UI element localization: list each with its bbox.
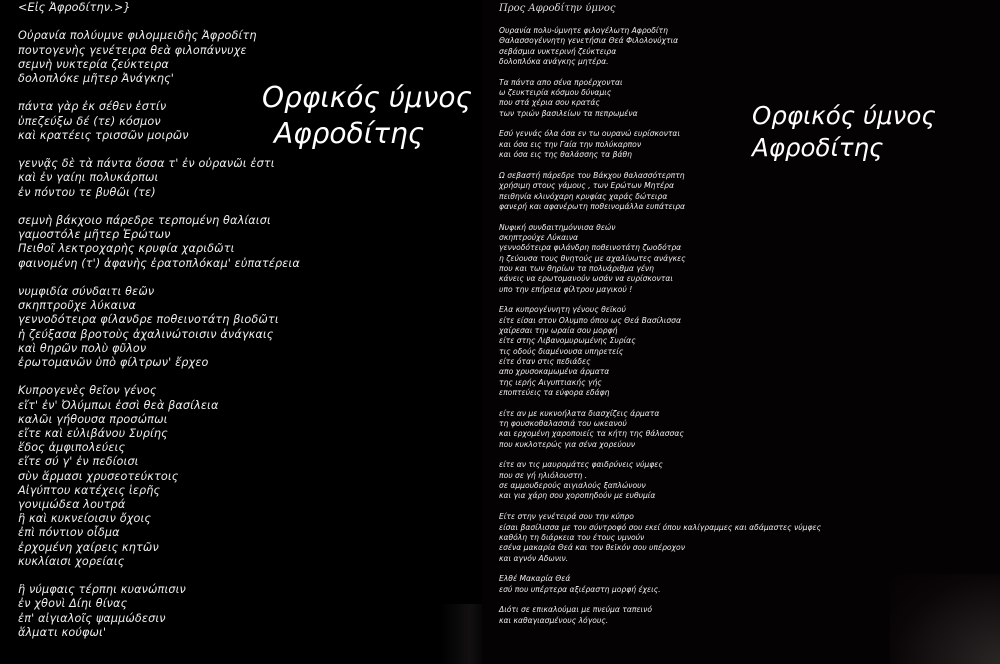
verse-line: σεμνὴ βάκχοιο πάρεδρε τερπομένη θαλίαισι xyxy=(18,213,271,227)
verse-line: Ελθέ Μακαρία Θεά xyxy=(499,574,571,584)
stanza xyxy=(499,305,821,398)
verse-line: και ερχομένη χαροποιείς τα κήτη της θάλασσας xyxy=(499,429,684,439)
verse-line: εσένα μακαρία Θεά και τον θεϊκόν σου υπέροχον xyxy=(499,543,685,553)
verse-line: δολοπλόκε μῆτερ Ἀνάγκης' xyxy=(18,72,175,85)
verse-line: εἴτε καὶ εὐλιβάνου Συρίης xyxy=(18,427,168,440)
verse-line: Αἰγύπτου κατέχεις ἱερῆς xyxy=(18,483,161,497)
stanza xyxy=(18,285,300,370)
verse-line: απο χρυσοκαμωμένα άρματα xyxy=(499,367,610,377)
verse-line: και όσα εις την Γαία την πολύκαρπον xyxy=(499,139,642,149)
verse-line: και καθαγιασμένους λόγους. xyxy=(499,615,609,625)
verse-line: ἐν πόντου τε βυθῶι (τε) xyxy=(18,185,156,199)
verse-line: είτε είσαι στον Ολυμπο όπου ως Θεά Βασίλισσα xyxy=(499,315,681,325)
verse-line: ὑπεζεύξω δέ (τε) κόσμον xyxy=(18,114,161,128)
verse-line: κάνεις να ερωτομανούν ωσάν να ευρίσκονται xyxy=(499,274,673,284)
verse-line: που κυκλοτερώς για σένα χορεύουν xyxy=(499,439,636,449)
verse-line: Ουρανία πολυ-ύμνητε φιλογέλωτη Αφροδίτη xyxy=(499,26,668,35)
verse-line: εσύ που υπέρτερα αξιέραστη μορφή έχεις. xyxy=(499,584,661,594)
verse-line: Είτε στην γενέτειρά σου την κύπρο xyxy=(499,512,634,522)
verse-line: πειθηνία κλινόχαρη κρυφίας χαράς δώτειρα xyxy=(499,191,668,201)
verse-line: Κυπρογενὲς θεῖον γένος xyxy=(18,384,157,398)
verse-line: Πειθοῖ λεκτροχαρὴς κρυφία χαριδῶτι xyxy=(18,242,235,256)
verse-line: Ω σεβαστή πάρεδρε του Βάκχου θαλασσότερπτη xyxy=(499,170,685,180)
ancient-heading: <Εἰς Ἀφροδίτην.>} xyxy=(18,1,131,14)
verse-line: χαίρεσαι την ωραία σου μορφή xyxy=(499,325,618,335)
verse-line: καὶ ἐν γαίηι πολυκάρπωι xyxy=(18,171,159,185)
verse-line: υπο την επήρεια φίλτρου μαγικού ! xyxy=(499,284,633,294)
verse-line: γεννοδότειρα φίλανδρε ποθεινοτάτη βιοδῶτι xyxy=(18,313,279,327)
verse-line: η ζεύουσα τους θνητούς με αχαλίνωτες ανάγκες xyxy=(499,253,686,263)
verse-line: ἢ καὶ κυκνείοισιν ὄχοις xyxy=(18,512,152,526)
verse-line: σὺν ἅρμασι χρυσεοτεύκτοις xyxy=(18,469,179,483)
stanza xyxy=(18,583,300,640)
verse-line: ἐπὶ πόντιον οἶδμα xyxy=(18,526,120,540)
verse-line: γεννᾷς δὲ τὰ πάντα ὅσσα τ' ἐν οὐρανῶι ἐστι xyxy=(18,157,275,171)
ancient-stanzas xyxy=(18,29,300,640)
verse-line: που και των θηρίων τα πολυάριθμα γένη xyxy=(499,263,654,273)
verse-line: Διότι σε επικαλούμαι με πνεύμα ταπεινό xyxy=(499,605,653,615)
verse-line: εἴτ' ἐν' Ὀλύμπωι ἐσσὶ θεὰ βασίλεια xyxy=(18,398,219,412)
modern-heading: Προς Αφροδίτην ύμνος xyxy=(499,3,616,14)
verse-line: σε αμμουδερούς αιγιαλούς ξαπλώνουν xyxy=(499,481,646,491)
verse-line: καθόλη τη διάρκεια του έτους υμνούν xyxy=(499,532,645,542)
verse-line: σκηπτροῦχε λύκαινα xyxy=(18,299,137,313)
verse-line: ἅλματι κούφωι' xyxy=(18,625,107,639)
verse-line: καλῶι γήθουσα προσώπωι xyxy=(18,412,168,426)
verse-line: είσαι βασίλισσα με τον σύντροφό σου εκεί όπου καλίγραμμες και αδάμαστες νύμφες xyxy=(499,522,822,532)
stanza xyxy=(18,384,300,569)
verse-line: ἢ νύμφαις τέρπηι κυανώπισιν xyxy=(18,583,186,597)
verse-line: Τα πάντα απο σένα προέρχονται xyxy=(499,77,623,87)
verse-line: ἐρωτομανῶν ὑπὸ φίλτρων' ἔρχεο xyxy=(18,356,209,369)
left-hymn-title xyxy=(262,80,472,152)
ancient-hymn-text xyxy=(18,1,300,654)
verse-line: ἕδος ἀμφιπολεύεις xyxy=(18,441,126,455)
verse-line: Εσύ γεννάς όλα όσα εν τω ουρανώ ευρίσκονται xyxy=(499,129,681,139)
stanza xyxy=(18,100,300,143)
verse-line: φανερή και αφανέρωτη ποθεινομάλλα ευπάτειρα xyxy=(499,201,686,211)
stanza xyxy=(499,574,821,595)
verse-line: γονιμώδεα λουτρά xyxy=(18,498,126,512)
title-line-1: Ορφικός ύμνος xyxy=(262,81,472,114)
verse-line: τις οδούς διαμένουσα υπηρετείς xyxy=(499,346,624,356)
verse-line: δολοπλόκα ανάγκης μητέρα. xyxy=(499,57,609,67)
verse-line: Νυφική συνδαιτημόννισα θεών xyxy=(499,222,616,232)
verse-line: και αγνόν Αδωνιν. xyxy=(499,553,569,563)
stanza xyxy=(499,512,821,564)
verse-line: καὶ θηρῶν πολὺ φῦλον xyxy=(18,341,147,355)
stanza xyxy=(499,171,821,212)
verse-line: και για χάρη σου χοροπηδούν με ευθυμία xyxy=(499,491,656,501)
verse-line: είτε όταν στις πεδιάδες xyxy=(499,357,591,366)
verse-line: εἴτε σύ γ' ἐν πεδίοισι xyxy=(18,455,139,469)
verse-line: Ελα κυπρογέννητη γένους θεϊκού xyxy=(499,305,626,315)
verse-line: ἐν χθονὶ Δίηι θίνας xyxy=(18,597,128,611)
verse-line: τη φουσκοθαλασσιά του ωκεανού xyxy=(499,419,627,429)
verse-line: Θαλασσογέννητη γενετήσια Θεά Φιλολονύχτια xyxy=(499,36,679,46)
verse-line: ἐρχομένη χαίρεις κητῶν xyxy=(18,540,159,554)
verse-line: γεννοδότειρα φιλάνδρη ποθεινοτάτη ζωοδότρα xyxy=(499,243,682,253)
stanza xyxy=(499,605,821,626)
verse-line: εποπτεύεις τα εύφορα εδάφη xyxy=(499,388,610,398)
verse-line: είτε αν τις μαυρομάτες φαιδρύνεις νύμφες xyxy=(499,460,663,470)
stanza xyxy=(499,409,821,450)
shadow-decoration xyxy=(890,574,1000,664)
verse-line: νυμφιδία σύνδαιτι θεῶν xyxy=(18,284,155,298)
title-line-1: Ορφικός ύμνος xyxy=(752,101,936,130)
title-line-2: Αφροδίτης xyxy=(274,117,425,150)
stanza xyxy=(18,157,300,200)
verse-line: Οὐρανία πολύυμνε φιλομμειδὴς Ἀφροδίτη xyxy=(18,29,257,43)
verse-line: σκηπτρούχε Λύκαινα xyxy=(499,232,579,242)
verse-line: που σε γή ηλιόλουστη . xyxy=(499,470,588,480)
verse-line: σεμνὴ νυκτερία ζεύκτειρα xyxy=(18,57,169,71)
stanza xyxy=(499,223,821,295)
verse-line: της ιερής Αιγυπτιακής γής xyxy=(499,377,602,387)
verse-line: είτε στης Λιβανομυρωμένης Συρίας xyxy=(499,336,636,346)
verse-line: που στά χέρια σου κρατάς xyxy=(499,98,600,108)
verse-line: είτε αν με κυκνοήλατα διασχίζεις άρματα xyxy=(499,408,660,418)
verse-line: πάντα γὰρ ἐκ σέθεν ἐστίν xyxy=(18,100,167,114)
verse-line: φαινομένη (τ') ἀφανὴς ἐρατοπλόκαμ' εὐπατέρεια xyxy=(18,256,300,270)
stanza xyxy=(18,29,300,86)
verse-line: σεβάσμια νυκτερινή ζεύκτειρα xyxy=(499,46,617,56)
verse-line: κυκλίαισι χορείαις xyxy=(18,554,125,568)
verse-line: καὶ κρατέεις τρισσῶν μοιρῶν xyxy=(18,128,189,142)
verse-line: ποντογενὴς γενέτειρα θεὰ φιλοπάννυχε xyxy=(18,43,247,57)
verse-line: ἐπ' αἰγιαλοῖς ψαμμώδεσιν xyxy=(18,611,166,625)
title-line-2: Αφροδίτης xyxy=(752,133,884,162)
verse-line: χρήσιμη στους γάμους , των Ερώτων Μητέρα xyxy=(499,181,674,191)
verse-line: των τριών βασιλείων τα πεπρωμένα xyxy=(499,108,638,118)
verse-line: γαμοστόλε μῆτερ Ἐρώτων xyxy=(18,228,171,242)
verse-line: ἡ ζεύξασα βροτοὺς ἀχαλινώτοισιν ἀνάγκαις xyxy=(18,327,274,341)
stanza xyxy=(18,214,300,271)
verse-line: ω ζευκτειρία κόσμου δύναμις xyxy=(499,88,612,98)
stanza xyxy=(499,26,821,67)
right-hymn-title xyxy=(752,100,936,164)
stanza xyxy=(499,460,821,501)
verse-line: και όσα εις της θαλάσσης τα βάθη xyxy=(499,150,632,160)
